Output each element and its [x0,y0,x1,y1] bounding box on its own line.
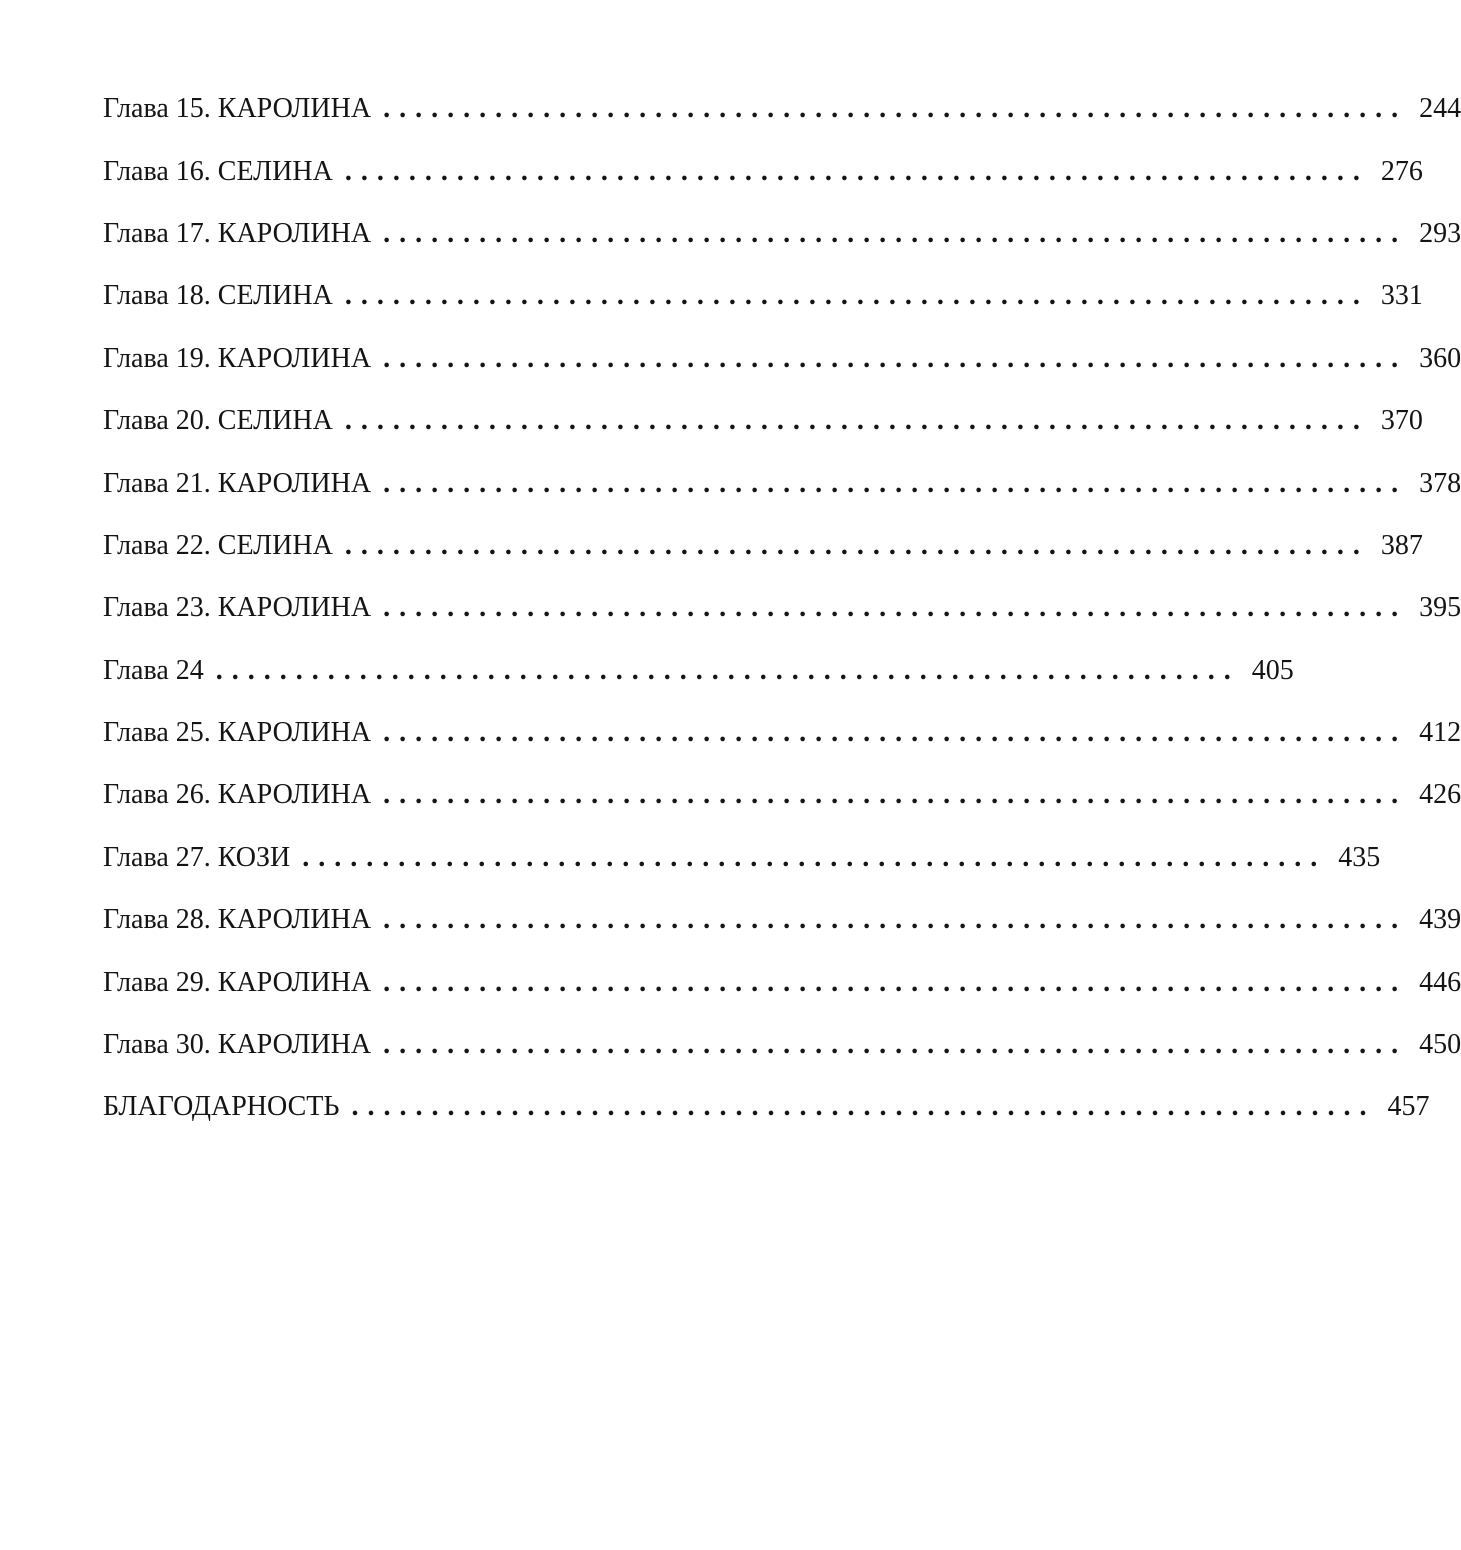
dot-leader: ................................................................ [383,342,1408,374]
page-number: 244 [1419,93,1461,125]
toc-entry [103,390,1423,452]
page-number: 457 [1387,1091,1430,1123]
dot-leader: ................................................................ [383,904,1408,936]
page-number: 446 [1419,966,1461,998]
toc-entry [103,702,1461,764]
page-number: 435 [1338,841,1381,873]
chapter-title: Глава 19. КАРОЛИНА [103,342,372,374]
toc-entry [103,140,1423,202]
dot-leader: ................................................................ [383,467,1408,499]
toc-entry [103,1076,1430,1138]
toc-entry [103,78,1461,140]
page-number: 293 [1419,217,1461,249]
dot-leader: ................................................................ [344,529,1369,561]
chapter-title: Глава 17. КАРОЛИНА [103,217,372,249]
dot-leader: ................................................................ [383,1029,1408,1061]
page-number: 370 [1380,405,1423,437]
page-number: 395 [1419,592,1461,624]
toc-entry [103,203,1461,265]
chapter-title: Глава 15. КАРОЛИНА [103,93,372,125]
toc-entry [103,328,1461,390]
dot-leader: ................................................................ [383,966,1408,998]
page-number: 378 [1419,467,1461,499]
dot-leader: ................................................................ [215,654,1240,686]
page-number: 331 [1380,280,1423,312]
chapter-title: БЛАГОДАРНОСТЬ [103,1091,340,1123]
page-number: 426 [1419,779,1461,811]
chapter-title: Глава 27. КОЗИ [103,841,291,873]
dot-leader: ................................................................ [383,779,1408,811]
toc-entry [103,889,1461,951]
chapter-title: Глава 22. СЕЛИНА [103,529,333,561]
chapter-title: Глава 23. КАРОЛИНА [103,592,372,624]
page-number: 405 [1251,654,1294,686]
dot-leader: ................................................................ [344,405,1369,437]
toc-entry [103,1014,1461,1076]
dot-leader: ................................................................ [302,841,1327,873]
chapter-title: Глава 16. СЕЛИНА [103,155,333,187]
chapter-title: Глава 18. СЕЛИНА [103,280,333,312]
dot-leader: ................................................................ [344,155,1369,187]
dot-leader: ................................................................ [383,217,1408,249]
table-of-contents [103,78,1461,1139]
toc-entry [103,577,1461,639]
toc-entry [103,640,1294,702]
page-number: 387 [1380,529,1423,561]
page-number: 439 [1419,904,1461,936]
toc-entry [103,452,1461,514]
chapter-title: Глава 25. КАРОЛИНА [103,717,372,749]
toc-entry [103,951,1461,1013]
chapter-title: Глава 26. КАРОЛИНА [103,779,372,811]
toc-entry [103,265,1423,327]
toc-entry [103,827,1381,889]
chapter-title: Глава 29. КАРОЛИНА [103,966,372,998]
chapter-title: Глава 30. КАРОЛИНА [103,1029,372,1061]
page-number: 360 [1419,342,1461,374]
chapter-title: Глава 20. СЕЛИНА [103,405,333,437]
toc-entry [103,764,1461,826]
dot-leader: ................................................................ [383,592,1408,624]
chapter-title: Глава 21. КАРОЛИНА [103,467,372,499]
toc-entry [103,515,1423,577]
page-number: 450 [1419,1029,1461,1061]
page-number: 276 [1380,155,1423,187]
dot-leader: ................................................................ [383,93,1408,125]
dot-leader: ................................................................ [383,717,1408,749]
dot-leader: ................................................................ [351,1091,1376,1123]
chapter-title: Глава 24 [103,654,204,686]
chapter-title: Глава 28. КАРОЛИНА [103,904,372,936]
page-number: 412 [1419,717,1461,749]
dot-leader: ................................................................ [344,280,1369,312]
